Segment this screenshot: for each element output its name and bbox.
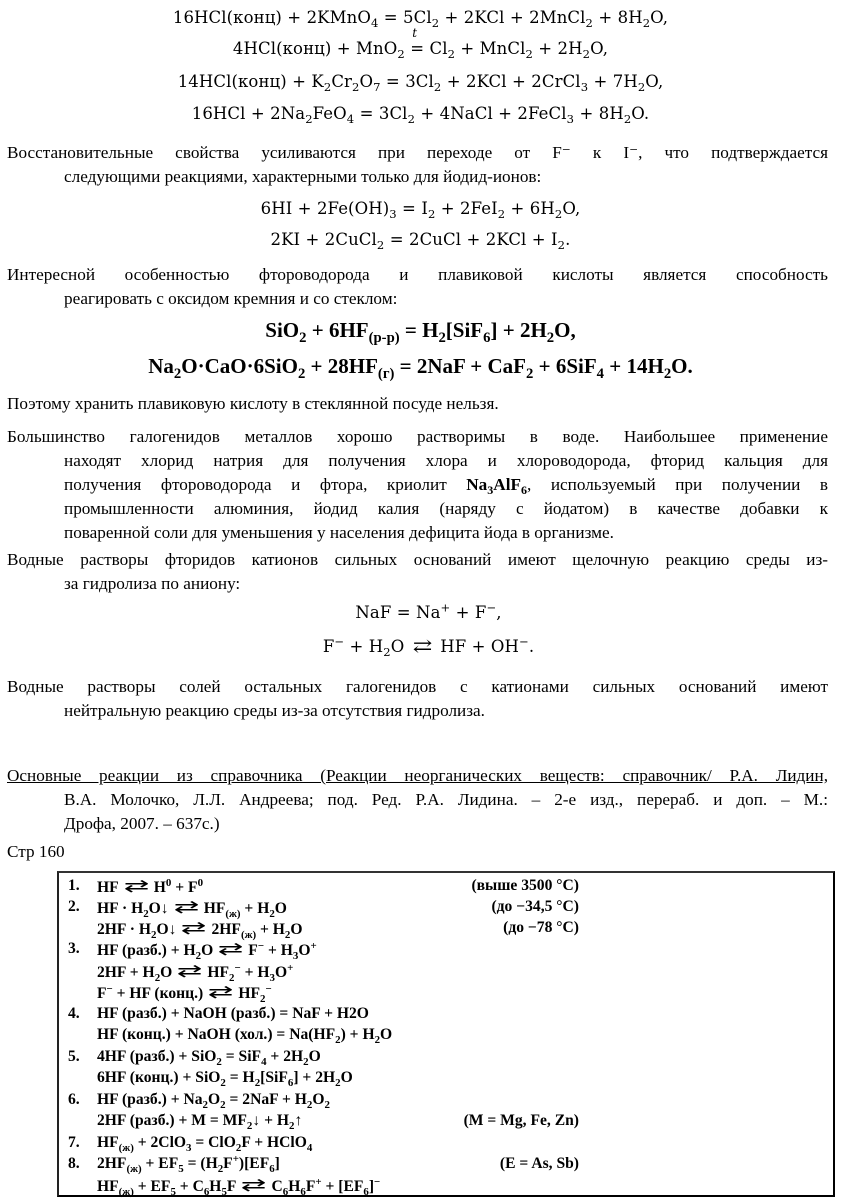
- paragraph-reducing-properties: [7, 141, 828, 189]
- reaction-number: 2.: [68, 898, 80, 915]
- reaction-formula: HF ⇄ $H^0 + F^0$: [97, 876, 204, 896]
- page-reference: [7, 840, 828, 864]
- reaction-formula: $2HF + H_2O$ ⇄ $HF_2^- + H_3O^+$: [97, 961, 294, 984]
- paragraph-line: Водные растворы фторидов катионов сильных оснований имеют щелочную реакцию среды из-: [7, 550, 828, 569]
- reaction-formula: F− + HF (конц.) ⇄ $HF_2^-$: [97, 982, 272, 1005]
- cryolite-formula: $Na_3AlF_6$: [466, 475, 527, 498]
- equation-fluoride-hydrolysis: $F^- + H_2O$ ⇄ HF + OH−.: [322, 634, 535, 660]
- text-segment: , используемый при получении в: [526, 475, 829, 494]
- reaction-formula: 4HF (разб.) + $SiO_2 = SiF_4 + 2H_2O$: [97, 1048, 321, 1068]
- reaction-number: 4.: [68, 1005, 80, 1022]
- paragraph-line: Большинство галогенидов металлов хорошо растворимы в воде. Наибольшее применение: [7, 427, 828, 446]
- paragraph-fluoride-hydrolysis: [7, 548, 828, 596]
- paragraph-line: находят хлорид натрия для получения хлора и хлороводорода, фторид кальция для: [64, 451, 828, 470]
- reaction-formula: HF (разб.) + $Na_2O_2 = 2NaF + H_2O_2$: [97, 1091, 330, 1111]
- equation-sio2-hf: $SiO_2 + 6HF_{(р-р)} = H_2[SiF_6] + 2H_2O$,: [265, 318, 576, 347]
- reaction-number: 3.: [68, 940, 80, 957]
- paragraph-line: Восстановительные свойства усиливаются при переходе от F⁻ к I⁻, что подтверждается: [7, 143, 828, 162]
- reaction-formula: $HF_{(ж)} + 2ClO_3 = ClO_2F$ + HClO$_4$: [97, 1134, 313, 1154]
- reaction-formula: HF (разб.) + $H_2O$ ⇄ $F^- + H_3O^+$: [97, 939, 317, 962]
- paragraph-line: следующими реакциями, характерными только для йодид-ионов:: [64, 167, 542, 186]
- reaction-number: 1.: [68, 877, 80, 894]
- paragraph-line: Дрофа, 2007. – 637с.): [64, 814, 220, 833]
- reaction-condition: (M = Mg, Fe, Zn): [463, 1112, 579, 1129]
- reaction-condition: (до −78 °C): [503, 919, 579, 936]
- reference-citation: [7, 764, 828, 836]
- equation-hcl-kmno4: 16HCl(конц) + 2KMnO$_4$ = $5Cl_2 + 2KCl$ + 2MnCl$_2$ + $8H_2O$,: [172, 8, 669, 31]
- reaction-formula: HF · $H_2O↓$ ⇄ $HF_{(ж)} + H_2O$: [97, 897, 287, 920]
- paragraph-line: [64, 473, 828, 497]
- reaction-table-box: [57, 871, 835, 1197]
- reaction-formula: HF (конц.) + NaOH $(хол.) = Na(HF_2) + H_2O$: [97, 1026, 393, 1046]
- paragraph-storage: [7, 392, 828, 416]
- page-number-label: Стр 160: [7, 842, 65, 861]
- paragraph-line: Поэтому хранить плавиковую кислоту в стеклянной посуде нельзя.: [7, 394, 499, 413]
- equation-hcl-mno2: 4HCl(конц) + MnO$_2$ = t $Cl_2$ + MnCl$_2$ + $2H_2O$,: [232, 26, 609, 62]
- paragraph-neutral-salts: [7, 675, 828, 723]
- reaction-number: 6.: [68, 1091, 80, 1108]
- reference-title: Основные реакции из справочника (Реакции неорганических веществ: справочник/ Р.А. Лидин,: [7, 766, 828, 785]
- paragraph-line: за гидролиза по аниону:: [64, 574, 241, 593]
- paragraph-line: промышленности алюминия, йодид калия (наряду с йодатом) в качестве добавки к: [64, 499, 828, 518]
- reaction-formula: $2HF \cdot H_2O↓$ ⇄ $2HF_{(ж)} + H_2O$: [97, 918, 303, 941]
- paragraph-line: В.А. Молочко, Л.Л. Андреева; под. Ред. Р.А. Лидина. – 2-е изд., перераб. и доп. – М.:: [64, 790, 828, 809]
- reaction-formula: 6HF (конц.) + $SiO_2 = H_2[SiF_6] + 2H_2O$: [97, 1069, 353, 1089]
- paragraph-line: Водные растворы солей остальных галогенидов с катионами сильных оснований имеют: [7, 677, 828, 696]
- equation-glass-hf: $Na_2O\cdot CaO\cdot 6SiO_2 + 28HF_{(г)} = 2NaF + CaF_2 + 6SiF_4 + 14H_2O$.: [148, 354, 693, 383]
- equation-hcl-k2cr2o7: 14HCl(конц) + $K_2Cr_2O_7 = 3Cl_2 + 2KCl$ + 2CrCl$_3$ + $7H_2O$,: [177, 72, 664, 95]
- reaction-condition: (до −34,5 °C): [491, 898, 579, 915]
- reaction-formula: 2HF (разб.) + $M = MF_2↓$ + $H_2↑$: [97, 1112, 303, 1132]
- reaction-formula: $HF_{(ж)} + EF_5 + C_6H_5F$ ⇄ $C_6H_6F^+ + [EF_6]^-$: [97, 1175, 381, 1198]
- reaction-condition: (E = As, Sb): [499, 1155, 579, 1172]
- paragraph-line: поваренной соли для уменьшения у населения дефицита йода в организме.: [64, 523, 614, 542]
- paragraph-hf-glass: [7, 263, 828, 311]
- paragraph-line: нейтральную реакцию среды из-за отсутствия гидролиза.: [64, 701, 485, 720]
- text-segment: получения фтороводорода и фтора, криолит: [64, 475, 447, 494]
- paragraph-halides: [7, 425, 828, 545]
- paragraph-line: реагировать с оксидом кремния и со стеклом:: [64, 289, 398, 308]
- reaction-number: 5.: [68, 1048, 80, 1065]
- paragraph-line: Интересной особенностью фтороводорода и плавиковой кислоты является способность: [7, 265, 828, 284]
- reaction-condition: (выше 3500 °C): [471, 877, 579, 894]
- equation-ki-cucl2: 2KI + 2CuCl$_2$ = 2CuCl + $2KCl + I_2$.: [270, 230, 571, 253]
- reaction-formula: HF (разб.) + NaOH (разб.) = NaF + H2O: [97, 1005, 369, 1022]
- reaction-number: 8.: [68, 1155, 80, 1172]
- equation-naf-dissociation: NaF = Na+ + F−,: [355, 600, 502, 622]
- equation-hcl-na2feo4: $16HCl + 2Na_2FeO_4 = 3Cl_2$ + 4NaCl + 2FeCl$_3$ + $8H_2O$.: [191, 104, 650, 127]
- reaction-formula: $2HF_{(ж)} + EF_5 = (H_2F^+)[EF_6]$: [97, 1153, 280, 1175]
- reaction-number: 7.: [68, 1134, 80, 1151]
- equation-hi-feoh3: $6HI + 2Fe(OH)_3 = I_2 + 2FeI_2 + 6H_2O$,: [260, 199, 581, 222]
